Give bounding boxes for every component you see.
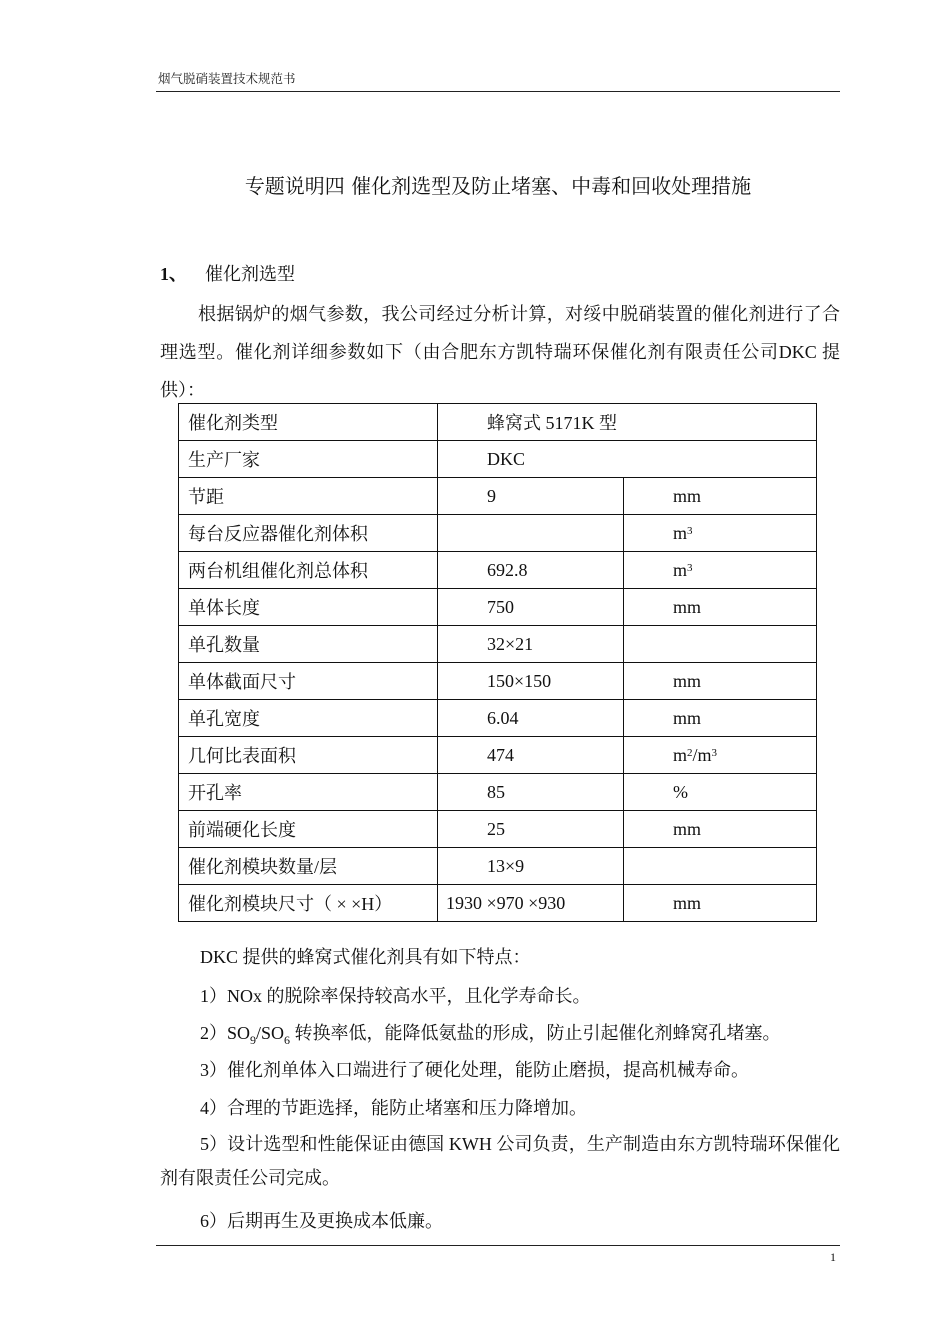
table-row [179, 663, 817, 700]
param-value: 9 [438, 478, 624, 515]
param-unit: mm [624, 663, 817, 700]
param-unit: mm [624, 811, 817, 848]
table-row [179, 737, 817, 774]
param-label: 单孔宽度 [179, 700, 438, 737]
feature-text: 2）SO [200, 1023, 251, 1043]
param-label: 催化剂类型 [179, 404, 438, 441]
running-header: 烟气脱硝装置技术规范书 [158, 71, 296, 86]
param-label: 两台机组催化剂总体积 [179, 552, 438, 589]
param-unit: % [624, 774, 817, 811]
param-unit [624, 626, 817, 663]
feature-text: /SO [256, 1023, 285, 1043]
param-label: 单体长度 [179, 589, 438, 626]
footer-divider [156, 1245, 840, 1246]
param-label: 单体截面尺寸 [179, 663, 438, 700]
param-unit [624, 552, 817, 589]
table-row [179, 552, 817, 589]
param-value: 750 [438, 589, 624, 626]
table-row [179, 404, 817, 441]
table-row [179, 515, 817, 552]
unit-base: m [673, 559, 688, 580]
param-unit: mm [624, 589, 817, 626]
section-number: 1、 [160, 264, 187, 284]
param-value: 32×21 [438, 626, 624, 663]
page-number: 1 [830, 1250, 836, 1264]
section-heading [160, 260, 295, 286]
table-row [179, 885, 817, 922]
param-unit [624, 515, 817, 552]
param-label: 催化剂模块数量/层 [179, 848, 438, 885]
header-divider [156, 91, 840, 92]
param-value: 蜂窝式 5171K 型 [438, 404, 817, 441]
unit-superscript: 3 [711, 746, 718, 759]
param-value: 13×9 [438, 848, 624, 885]
param-unit: mm [624, 885, 817, 922]
table-row [179, 700, 817, 737]
table-row [179, 774, 817, 811]
param-label: 节距 [179, 478, 438, 515]
param-value: 6.04 [438, 700, 624, 737]
param-value: DKC [438, 441, 817, 478]
param-value [438, 515, 624, 552]
subscript: 6 [284, 1033, 291, 1047]
table-row [179, 811, 817, 848]
unit-superscript: 3 [687, 561, 693, 574]
param-unit: mm [624, 700, 817, 737]
unit-base: m [673, 522, 688, 543]
param-label: 催化剂模块尺寸（ × ×H） [179, 885, 438, 922]
param-unit [624, 737, 817, 774]
document-title: 专题说明四 催化剂选型及防止堵塞、中毒和回收处理措施 [244, 174, 752, 198]
intro-paragraph: 根据锅炉的烟气参数，我公司经过分析计算，对绥中脱硝装置的催化剂进行了合理选型。催化剂详细参数如下（由合肥东方凯特瑞环保催化剂有限责任公司DKC 提供）： [160, 304, 840, 400]
unit-base: /m [692, 744, 712, 765]
param-value: 1930 ×970 ×930 [438, 885, 624, 922]
feature-item-5: 5）设计选型和性能保证由德国 KWH 公司负责，生产制造由东方凯特瑞环保催化剂有限责任公司完成。 [160, 1134, 840, 1188]
feature-item-2 [200, 1019, 781, 1048]
param-value: 474 [438, 737, 624, 774]
feature-text: 转换率低，能降低氨盐的形成，防止引起催化剂蜂窝孔堵塞。 [290, 1023, 781, 1043]
param-value: 85 [438, 774, 624, 811]
catalyst-parameters-table [178, 403, 817, 922]
table-row [179, 589, 817, 626]
table-row [179, 626, 817, 663]
unit-superscript: 2 [687, 746, 693, 759]
param-label: 每台反应器催化剂体积 [179, 515, 438, 552]
feature-item-4: 4）合理的节距选择，能防止堵塞和压力降增加。 [200, 1098, 587, 1118]
param-label: 前端硬化长度 [179, 811, 438, 848]
feature-item-3: 3）催化剂单体入口端进行了硬化处理，能防止磨损，提高机械寿命。 [200, 1060, 749, 1080]
table-row [179, 848, 817, 885]
feature-item-1: 1）NOx 的脱除率保持较高水平，且化学寿命长。 [200, 986, 591, 1006]
param-value: 150×150 [438, 663, 624, 700]
subscript: 9 [250, 1033, 257, 1047]
section-title: 催化剂选型 [205, 264, 295, 284]
param-value: 25 [438, 811, 624, 848]
param-label: 单孔数量 [179, 626, 438, 663]
unit-base: m [673, 744, 688, 765]
unit-superscript: 3 [687, 524, 693, 537]
param-unit [624, 848, 817, 885]
table-row [179, 441, 817, 478]
features-intro: DKC 提供的蜂窝式催化剂具有如下特点： [200, 947, 531, 967]
param-unit: mm [624, 478, 817, 515]
param-label: 生产厂家 [179, 441, 438, 478]
table-row [179, 478, 817, 515]
param-label: 开孔率 [179, 774, 438, 811]
param-value: 692.8 [438, 552, 624, 589]
param-label: 几何比表面积 [179, 737, 438, 774]
feature-item-6: 6）后期再生及更换成本低廉。 [200, 1211, 443, 1231]
